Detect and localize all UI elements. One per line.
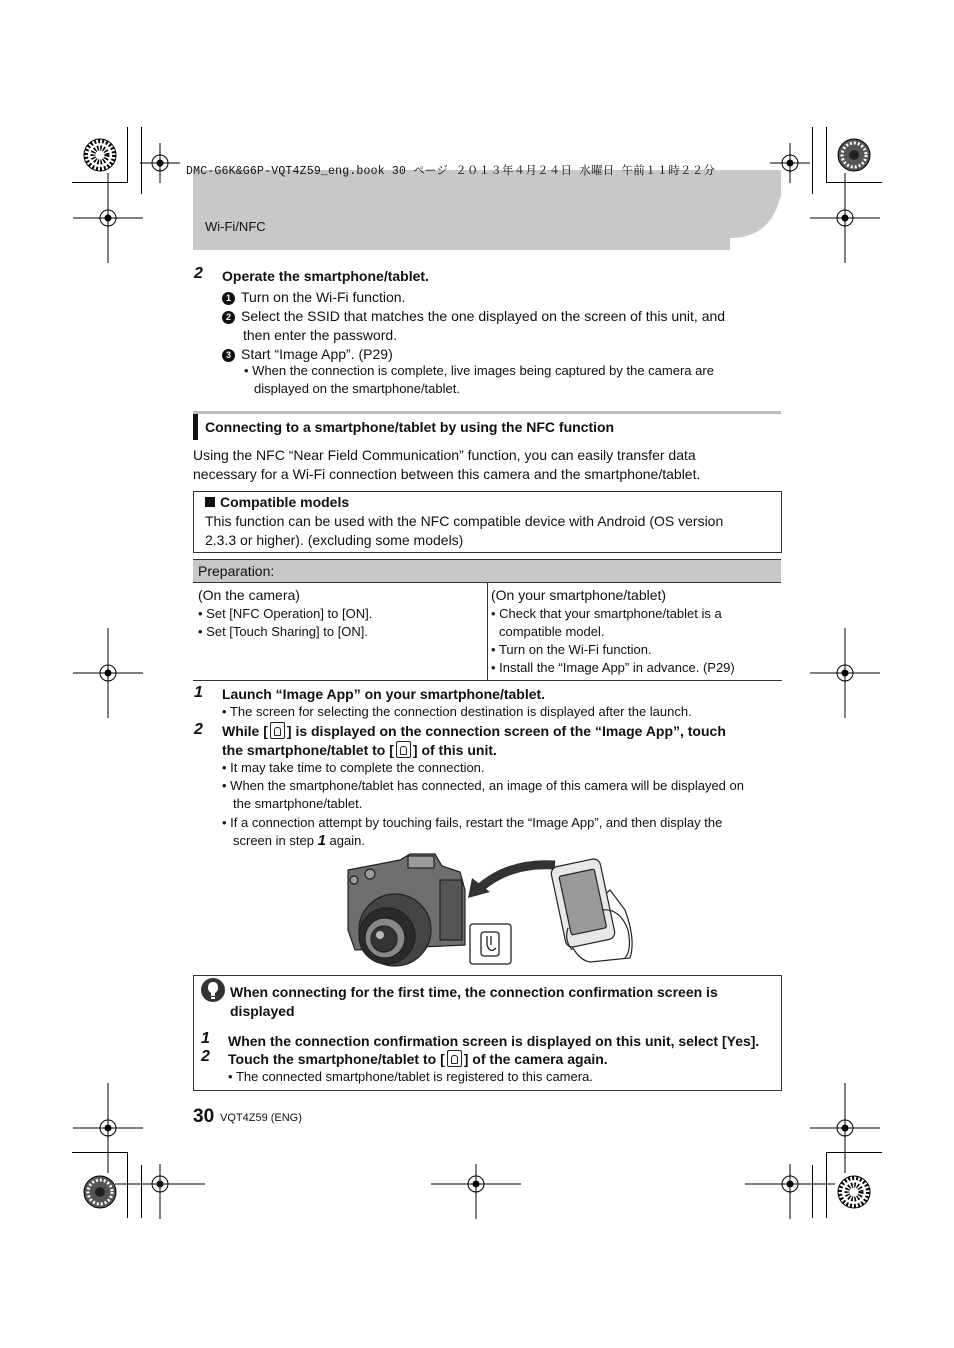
smartphone-icon [550, 858, 632, 962]
header-band [193, 170, 781, 250]
list-item: • Turn on the Wi-Fi function. [491, 642, 652, 657]
nfc-touch-icon [396, 741, 411, 758]
list-item: 2 Select the SSID that matches the one displayed on the screen of this unit, and [222, 307, 782, 326]
list-item: • Check that your smartphone/tablet is a [491, 606, 722, 621]
numbered-list [222, 288, 782, 364]
camera-phone-illustration [340, 850, 640, 970]
tip-title: When connecting for the first time, the connection confirmation screen is displayed [230, 984, 718, 1019]
arrow-icon [480, 865, 555, 888]
table-bottom-rule [193, 680, 782, 681]
nfc-touch-icon [447, 1050, 462, 1067]
step-number: 1 [194, 684, 203, 701]
intro-paragraph: Using the NFC “Near Field Communication” function, you can easily transfer data necessary for a Wi-Fi connection between this camera and the smartphone/tablet. [193, 447, 701, 482]
nfc-touch-icon [270, 722, 285, 739]
bullet-note: • When the connection is complete, live images being captured by the camera are displayed on the smartphone/tablet. [244, 363, 714, 396]
section-heading: Connecting to a smartphone/tablet by using the NFC function [205, 419, 615, 435]
file-info-line: DMC-G6K&G6P-VQT4Z59_eng.book 30 ページ ２０１３年４月２４日 水曜日 午前１１時２２分 [186, 165, 716, 178]
step-title: While [ ] is displayed on the connection screen of the “Image App”, touch the smartphone/tablet to [ ] of this unit. [222, 723, 726, 758]
step-title: Launch “Image App” on your smartphone/tablet. [222, 686, 546, 702]
list-item: • When the smartphone/tablet has connected, an image of this camera will be displayed on [222, 778, 744, 793]
step-title: Operate the smartphone/tablet. [222, 268, 429, 284]
document-code: VQT4Z59 (ENG) [220, 1112, 302, 1124]
camera-column: (On the camera) • Set [NFC Operation] to [ON]. • Set [Touch Sharing] to [ON]. [198, 586, 483, 641]
bullet-note: • The screen for selecting the connection destination is displayed after the launch. [222, 704, 692, 719]
bullet-list: • It may take time to complete the connection. • When the smartphone/tablet has connected, an image of this camera will be displayed on the smartphone/tablet. • If a connection attempt by touching fails, restart the “Image App”, and then display the screen in step 1 again. [222, 759, 782, 850]
page-number: 30 [193, 1106, 215, 1127]
step-title: When the connection confirmation screen is displayed on this unit, select [Yes]. [228, 1033, 760, 1049]
camera-icon [348, 854, 465, 966]
preparation-header [193, 559, 781, 583]
step-title: Touch the smartphone/tablet to [ ] of the camera again. [228, 1051, 608, 1067]
section-label: Wi-Fi/NFC [205, 219, 266, 234]
preparation-label: Preparation: [198, 563, 275, 579]
compatible-models-content: Compatible models This function can be used with the NFC compatible device with Android (OS version 2.3.3 or higher). (excluding some models) [205, 494, 724, 548]
list-item: 3 Start “Image App”. (P29) [222, 345, 782, 364]
nfc-touch-icon [470, 924, 511, 964]
step-number: 1 [201, 1030, 210, 1047]
step-number: 2 [201, 1048, 210, 1065]
phone-column: (On your smartphone/tablet) • Check that your smartphone/tablet is a compatible model. • Turn on the Wi-Fi function. • Install the “Image App” in advance. (P29) [491, 586, 779, 677]
list-item: • Set [Touch Sharing] to [ON]. [198, 624, 369, 639]
circle-number-icon: 1 [222, 292, 235, 305]
step-number: 2 [194, 265, 203, 282]
step-number: 2 [194, 721, 203, 738]
list-item: • Install the “Image App” in advance. (P29) [491, 660, 735, 675]
bullet-note: • The connected smartphone/tablet is registered to this camera. [228, 1069, 593, 1084]
header-band-curve [730, 168, 810, 252]
circle-number-icon: 3 [222, 349, 235, 362]
list-item: • It may take time to complete the connection. [222, 760, 485, 775]
lightbulb-icon [200, 977, 226, 1003]
section-bar [193, 414, 198, 440]
section-rule [193, 411, 781, 414]
list-item-continuation: then enter the password. [243, 327, 398, 343]
list-item: 1 Turn on the Wi-Fi function. [222, 288, 782, 307]
list-item: • If a connection attempt by touching fails, restart the “Image App”, and then display the [222, 815, 723, 830]
circle-number-icon: 2 [222, 311, 235, 324]
list-item: • Set [NFC Operation] to [ON]. [198, 606, 373, 621]
square-bullet-icon [205, 497, 215, 507]
table-divider [487, 583, 488, 680]
